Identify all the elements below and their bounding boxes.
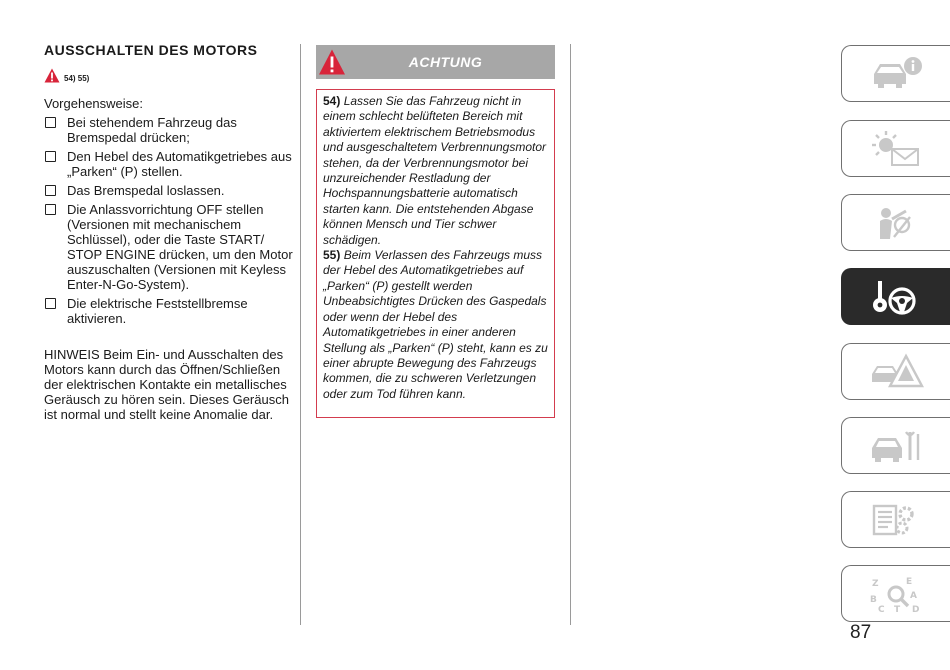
specifications-icon xyxy=(866,500,926,540)
warning-triangle-icon xyxy=(44,68,60,88)
checkbox-bullet-icon xyxy=(45,298,56,309)
car-info-icon xyxy=(866,54,926,94)
car-service-icon xyxy=(866,426,926,466)
svg-text:T: T xyxy=(894,604,901,614)
tab-index[interactable] xyxy=(841,565,950,622)
tab-maintenance[interactable] xyxy=(841,417,950,474)
list-item xyxy=(44,296,294,326)
tab-emergency[interactable] xyxy=(841,343,950,400)
svg-text:Z: Z xyxy=(872,578,879,589)
checkbox-bullet-icon xyxy=(45,151,56,162)
left-column xyxy=(44,42,294,422)
checkbox-bullet-icon xyxy=(45,204,56,215)
warning-number: 54) xyxy=(323,94,341,108)
warning-text: Beim Verlassen des Fahrzeugs muss der Hebel des Automatikgetriebes auf „Parken“ (P) gestellt werden Unbeabsichtigtes Drücken des Gaspedals oder wenn der Hebel des Automatikgetriebes in einer anderen Stellung als „Parken“ (P) steht, kann es zu einer abrupte Bewegung des Fahrzeugs kommen, die zu schweren Verletzungen oder zum Tod führen kann. xyxy=(323,248,548,401)
warning-number: 55) xyxy=(323,248,341,263)
step-text: Das Bremspedal loslassen. xyxy=(67,183,225,198)
list-item xyxy=(44,202,294,292)
checkbox-bullet-icon xyxy=(45,117,56,128)
tab-safety[interactable] xyxy=(841,194,950,251)
checkbox-bullet-icon xyxy=(45,185,56,196)
warning-text: Lassen Sie das Fahrzeug nicht in einem schlecht belüfteten Bereich mit aktiviertem elektrischem Betriebsmodus und ausgeschaltetem Verbrennungsmotor stehen, da der Verbrennungsmotor bei unzureichender Restladung der Hochspannungsbatterie automatisch starten kann. Die entstehenden Abgase können Mensch und Tier schwer schädigen. xyxy=(323,94,547,247)
car-warning-icon xyxy=(866,352,926,392)
chapter-tabs xyxy=(841,0,950,670)
column-divider xyxy=(300,44,301,625)
warning-refs-text: 54) 55) xyxy=(64,73,90,83)
section-heading: AUSSCHALTEN DES MOTORS xyxy=(44,42,258,58)
note-paragraph: HINWEIS Beim Ein- und Ausschalten des Motors kann durch das Öffnen/Schließen der elektrischen Kontakte ein metallisches Geräusch zu hören sein. Dieses Geräusch ist normal und stellt keine Anomalie dar. xyxy=(44,347,289,422)
tab-starting-driving[interactable] xyxy=(841,268,950,325)
column-divider xyxy=(570,44,571,625)
warning-reference xyxy=(44,70,294,86)
list-item xyxy=(44,115,294,145)
step-text: Die elektrische Feststellbremse aktivieren. xyxy=(67,296,248,326)
steps-list xyxy=(44,115,294,326)
svg-text:A: A xyxy=(910,590,917,601)
tab-car-info[interactable] xyxy=(841,45,950,102)
step-text: Den Hebel des Automatikgetriebes aus „Parken“ (P) stellen. xyxy=(67,149,292,179)
procedure-intro: Vorgehensweise: xyxy=(44,96,144,111)
warning-title: ACHTUNG xyxy=(408,54,483,70)
index-search-icon xyxy=(866,574,926,614)
step-text: Die Anlassvorrichtung OFF stellen (Versionen mit mechanischem Schlüssel), oder die Taste START/ STOP ENGINE drücken, um den Motor auszuschalten (Versionen mit Keyless Enter-N-Go-System). xyxy=(67,202,293,292)
tab-technical-data[interactable] xyxy=(841,491,950,548)
key-steering-wheel-icon xyxy=(866,277,926,317)
warning-box xyxy=(316,89,555,418)
tab-lights-messages[interactable] xyxy=(841,120,950,177)
svg-text:B: B xyxy=(870,594,877,605)
svg-text:C: C xyxy=(878,604,885,614)
warning-item xyxy=(323,248,550,402)
page-number: 87 xyxy=(850,622,872,643)
lights-message-icon xyxy=(866,129,926,169)
svg-text:D: D xyxy=(912,604,920,614)
warning-header xyxy=(316,45,555,79)
airbag-safety-icon xyxy=(866,203,926,243)
step-text: Bei stehendem Fahrzeug das Bremspedal drücken; xyxy=(67,115,237,145)
svg-text:E: E xyxy=(906,576,913,587)
list-item xyxy=(44,149,294,179)
warning-item xyxy=(323,94,550,248)
list-item xyxy=(44,183,294,198)
